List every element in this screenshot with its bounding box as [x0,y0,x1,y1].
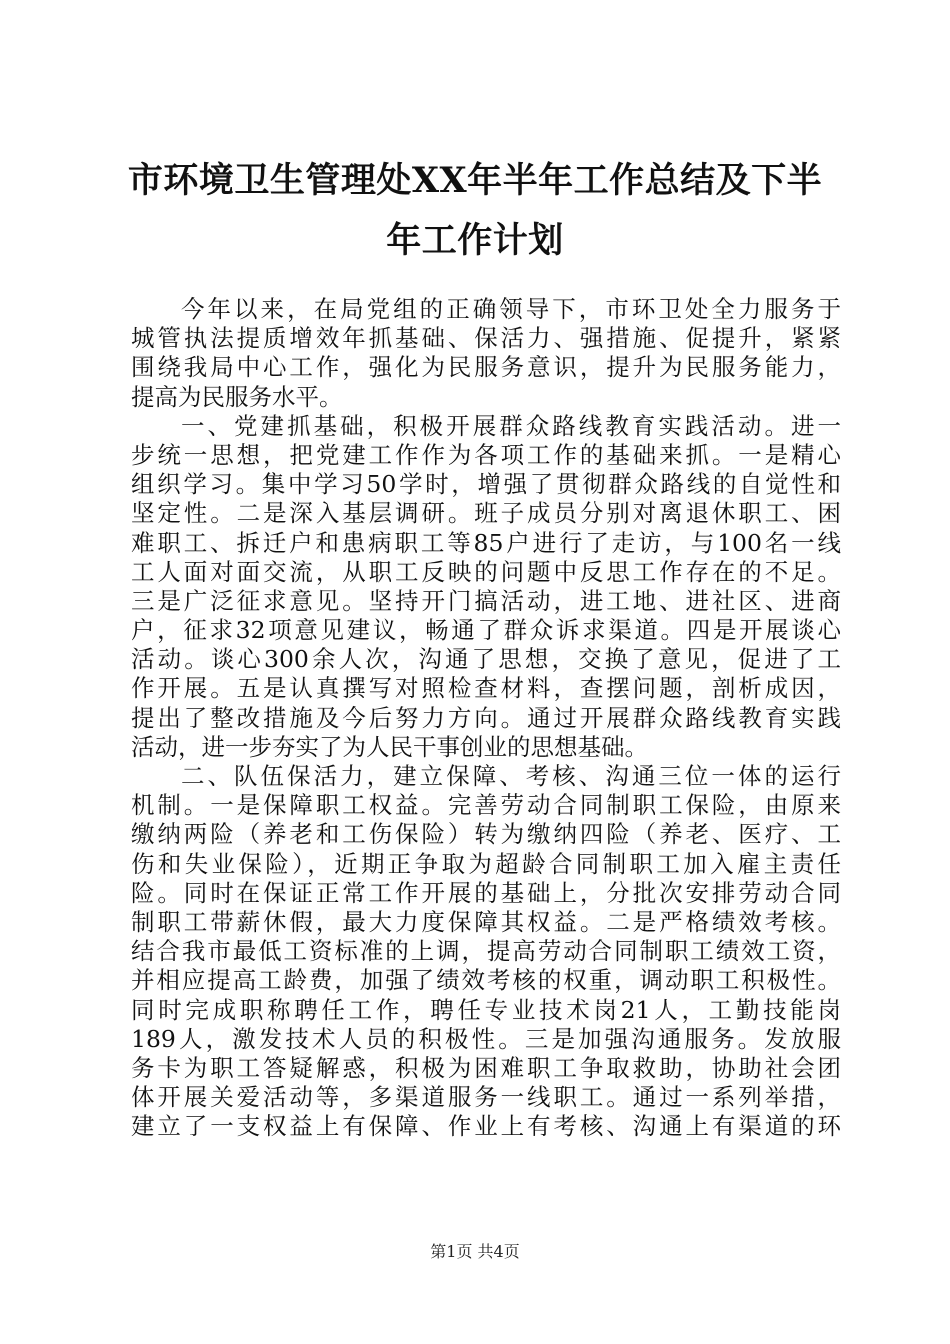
paragraph-1-line-3: 围绕我局中心工作，强化为民服务意识，提升为民服务能力， [131,353,841,382]
paragraph-2-line-8: 户，征求32项意见建议，畅通了群众诉求渠道。四是开展谈心 [131,616,841,645]
paragraph-1-line-4: 提高为民服务水平。 [131,382,343,411]
paragraph-3-line-4: 伤和失业保险），近期正争取为超龄合同制职工加入雇主责任 [131,849,841,878]
paragraph-2-line-3: 组织学习。集中学习50学时，增强了贯彻群众路线的自觉性和 [131,470,841,499]
paragraph-3-line-2: 机制。一是保障职工权益。完善劳动合同制职工保险，由原来 [131,791,841,820]
paragraph-3-line-12: 体开展关爱活动等，多渠道服务一线职工。通过一系列举措， [131,1083,841,1112]
paragraph-2-line-1: 一、党建抓基础，积极开展群众路线教育实践活动。进一 [181,411,841,440]
paragraph-3-line-7: 结合我市最低工资标准的上调，提高劳动合同制职工绩效工资， [131,937,841,966]
page-number-footer: 第1页 共4页 [430,1242,520,1261]
paragraph-2-line-2: 步统一思想，把党建工作作为各项工作的基础来抓。一是精心 [131,440,841,469]
paragraph-3-line-5: 险。同时在保证正常工作开展的基础上，分批次安排劳动合同 [131,878,841,907]
paragraph-3-line-11: 务卡为职工答疑解惑，积极为困难职工争取救助，协助社会团 [131,1053,841,1082]
paragraph-3-line-13: 建立了一支权益上有保障、作业上有考核、沟通上有渠道的环 [131,1112,841,1141]
paragraph-2-line-6: 工人面对面交流，从职工反映的问题中反思工作存在的不足。 [131,557,841,586]
paragraph-2-line-12: 活动，进一步夯实了为人民干事创业的思想基础。 [131,732,648,761]
paragraph-3-line-9: 同时完成职称聘任工作，聘任专业技术岗21人，工勤技能岗 [131,995,841,1024]
paragraph-3-line-10: 189人，激发技术人员的积极性。三是加强沟通服务。发放服 [131,1024,841,1053]
document-title-line-1: 市环境卫生管理处XX年半年工作总结及下半 [127,160,823,201]
document-title-line-2: 年工作计划 [386,220,564,261]
paragraph-3-line-6: 制职工带薪休假，最大力度保障其权益。二是严格绩效考核。 [131,907,841,936]
paragraph-3-line-1: 二、队伍保活力，建立保障、考核、沟通三位一体的运行 [181,762,841,790]
paragraph-2-line-5: 难职工、拆迁户和患病职工等85户进行了走访，与100名一线 [131,528,841,557]
document-body [131,295,841,1141]
paragraph-2-line-10: 作开展。五是认真撰写对照检查材料，查摆问题，剖析成因， [131,674,841,703]
paragraph-1-line-2: 城管执法提质增效年抓基础、保活力、强措施、促提升，紧紧 [131,324,841,353]
paragraph-1-line-1: 今年以来，在局党组的正确领导下，市环卫处全力服务于 [181,295,841,323]
paragraph-2-line-4: 坚定性。二是深入基层调研。班子成员分别对离退休职工、困 [131,499,841,528]
paragraph-2-line-11: 提出了整改措施及今后努力方向。通过开展群众路线教育实践 [131,703,841,732]
paragraph-2-line-9: 活动。谈心300余人次，沟通了思想，交换了意见，促进了工 [131,645,841,674]
paragraph-2-line-7: 三是广泛征求意见。坚持开门搞活动，进工地、进社区、进商 [131,586,841,615]
paragraph-3-line-8: 并相应提高工龄费，加强了绩效考核的权重，调动职工积极性。 [131,966,841,995]
paragraph-3-line-3: 缴纳两险（养老和工伤保险）转为缴纳四险（养老、医疗、工 [131,820,841,849]
